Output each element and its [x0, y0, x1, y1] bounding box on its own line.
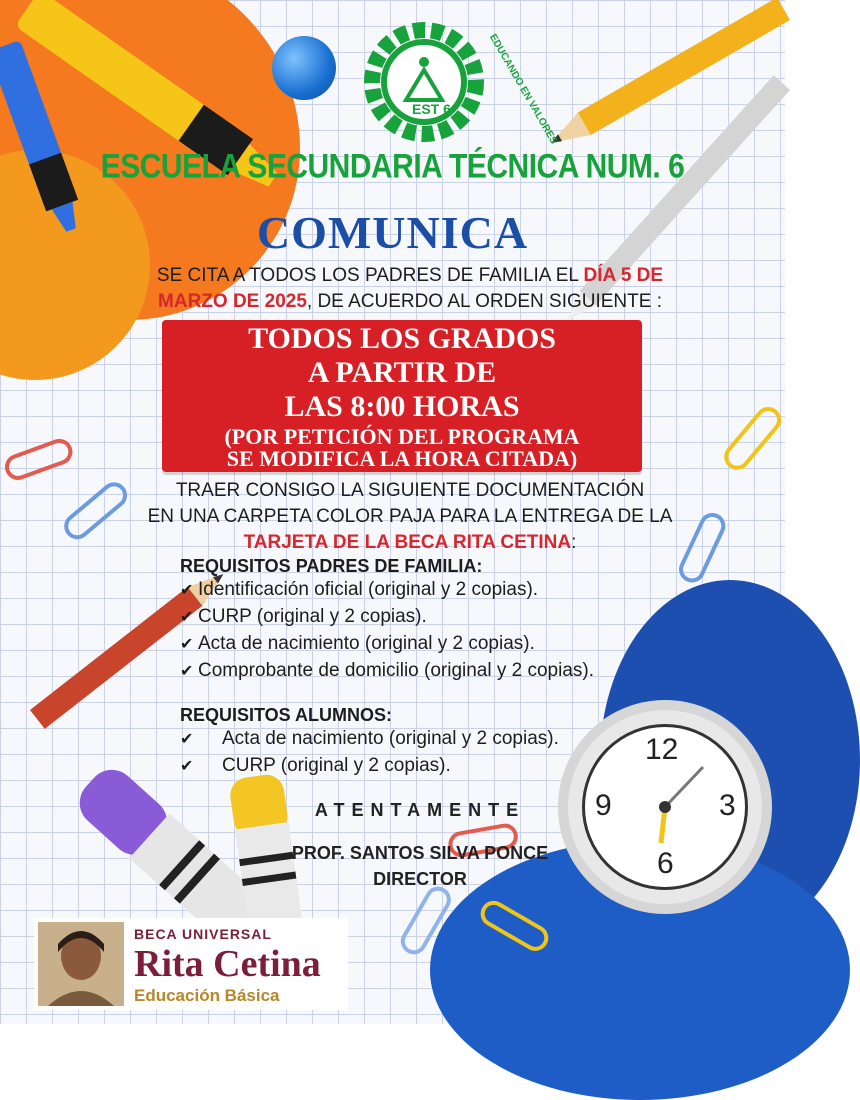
school-name: ESCUELA SECUNDARIA TÉCNICA NUM. 6 — [100, 147, 685, 186]
paperclip-icon — [4, 438, 74, 481]
check-icon: ✔ — [180, 663, 194, 680]
documents-line: TRAER CONSIGO LA SIGUIENTE DOCUMENTACIÓN — [175, 480, 645, 501]
banner-line: SE MODIFICA LA HORA CITADA) — [226, 446, 578, 471]
paperclip-icon — [722, 404, 784, 472]
logo-motto: EDUCANDO EN VALORES — [487, 32, 559, 147]
list-item-text: Identificación oficial (original y 2 copias). — [198, 579, 539, 600]
page-title: COMUNICA — [256, 207, 529, 258]
paperclip-icon — [399, 885, 453, 957]
banner-line: LAS 8:00 HORAS — [284, 390, 520, 423]
clock-number: 12 — [645, 733, 679, 766]
check-icon: ✔ — [180, 758, 194, 775]
parents-requirements — [180, 556, 680, 685]
director-role: DIRECTOR — [373, 869, 467, 889]
parents-requirements-title: REQUISITOS PADRES DE FAMILIA: — [180, 556, 483, 576]
list-item-text: CURP (original y 2 copias). — [222, 755, 451, 776]
check-icon: ✔ — [180, 582, 194, 599]
yellow-pencil-icon — [545, 0, 790, 154]
check-icon: ✔ — [180, 636, 194, 653]
beca-subtitle: Educación Básica — [134, 986, 280, 1005]
school-logo-gear-icon — [354, 12, 559, 152]
clock-number: 6 — [657, 847, 674, 880]
beca-name: Rita Cetina — [134, 943, 321, 985]
list-item-text: Acta de nacimiento (original y 2 copias). — [198, 633, 535, 654]
signature-block — [0, 840, 840, 892]
documents-line: EN UNA CARPETA COLOR PAJA PARA LA ENTREGA DE LA — [147, 506, 673, 527]
paperclip-icon — [479, 899, 551, 953]
banner-line: (POR PETICIÓN DEL PROGRAMA — [224, 424, 580, 449]
banner-line: TODOS LOS GRADOS — [248, 322, 556, 355]
clock-number: 9 — [595, 789, 612, 822]
list-item-text: Comprobante de domicilio (original y 2 copias). — [198, 660, 595, 681]
director-name: PROF. SANTOS SILVA PONCE — [291, 843, 549, 863]
list-item-text: Acta de nacimiento (original y 2 copias). — [222, 728, 559, 749]
list-item — [180, 577, 680, 604]
logo-mark: EST 6 — [412, 101, 451, 117]
beca-rita-cetina-logo — [34, 918, 348, 1010]
check-icon: ✔ — [180, 609, 194, 626]
list-item — [180, 604, 680, 631]
clock-number: 3 — [719, 789, 736, 822]
portrait-image — [38, 922, 124, 1006]
documents-text — [110, 478, 710, 556]
intro-part1: SE CITA A TODOS LOS PADRES DE FAMILIA EL — [156, 265, 584, 286]
check-icon: ✔ — [180, 731, 194, 748]
beca-highlight: TARJETA DE LA BECA RITA CETINA — [243, 532, 572, 553]
list-item-text: CURP (original y 2 copias). — [198, 606, 427, 627]
intro-text — [140, 263, 680, 315]
documents-suffix: : — [571, 532, 577, 553]
closing: ATENTAMENTE — [314, 800, 526, 820]
portrait-illustration-icon — [38, 922, 124, 1006]
intro-part2: , DE ACUERDO AL ORDEN SIGUIENTE : — [306, 291, 662, 312]
beca-top-text: BECA UNIVERSAL — [134, 926, 272, 942]
list-item — [180, 658, 680, 685]
banner-line: A PARTIR DE — [307, 356, 497, 389]
meeting-date: DÍA 5 DE MARZO DE 2025 — [158, 265, 664, 312]
list-item — [180, 631, 680, 658]
schedule-banner — [162, 320, 642, 472]
students-requirements-title: REQUISITOS ALUMNOS: — [180, 705, 393, 725]
